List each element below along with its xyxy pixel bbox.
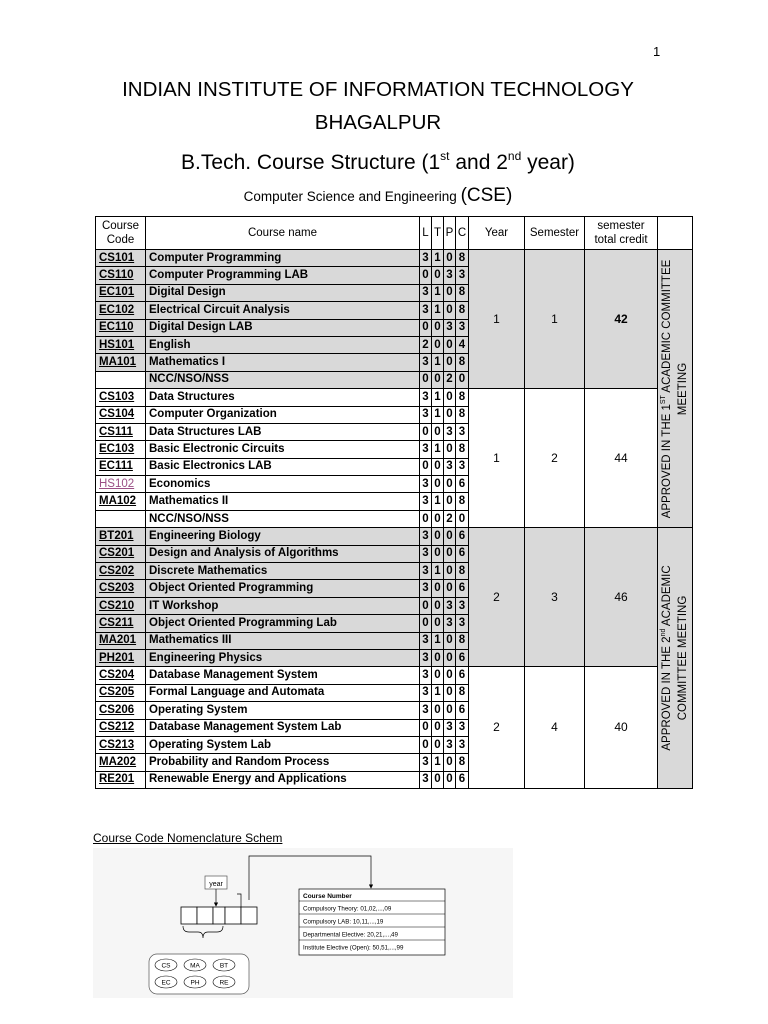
- course-code: MA202: [96, 754, 146, 771]
- header-semester: Semester: [525, 217, 585, 250]
- practical-hours: 0: [444, 580, 456, 597]
- course-name: Computer Programming: [146, 250, 420, 267]
- course-name: Operating System: [146, 702, 420, 719]
- course-name: Mathematics III: [146, 632, 420, 649]
- practical-hours: 0: [444, 771, 456, 788]
- lecture-hours: 3: [420, 389, 432, 406]
- total-credit-cell: 46: [585, 528, 658, 667]
- course-code: MA102: [96, 493, 146, 510]
- tutorial-hours: 0: [432, 476, 444, 493]
- course-name: IT Workshop: [146, 597, 420, 614]
- course-name: Economics: [146, 476, 420, 493]
- tutorial-hours: 1: [432, 250, 444, 267]
- practical-hours: 0: [444, 632, 456, 649]
- tutorial-hours: 1: [432, 754, 444, 771]
- course-number-table: [299, 889, 445, 955]
- lecture-hours: 3: [420, 284, 432, 301]
- lecture-hours: 0: [420, 597, 432, 614]
- practical-hours: 3: [444, 736, 456, 753]
- lecture-hours: 0: [420, 615, 432, 632]
- lecture-hours: 3: [420, 649, 432, 666]
- course-name: Object Oriented Programming Lab: [146, 615, 420, 632]
- total-credit-cell: 44: [585, 389, 658, 528]
- lecture-hours: 0: [420, 319, 432, 336]
- credits: 8: [456, 389, 469, 406]
- course-code: CS204: [96, 667, 146, 684]
- course-name: Probability and Random Process: [146, 754, 420, 771]
- credits: 3: [456, 615, 469, 632]
- tutorial-hours: 0: [432, 510, 444, 527]
- course-code: EC102: [96, 302, 146, 319]
- credits: 6: [456, 476, 469, 493]
- tutorial-hours: 0: [432, 371, 444, 388]
- header-t: T: [432, 217, 444, 250]
- course-name: NCC/NSO/NSS: [146, 371, 420, 388]
- lecture-hours: 0: [420, 458, 432, 475]
- table-row: [96, 667, 693, 684]
- lecture-hours: 3: [420, 632, 432, 649]
- nomenclature-diagram: [93, 848, 513, 998]
- lecture-hours: 3: [420, 580, 432, 597]
- prefix-ma: MA: [190, 962, 200, 970]
- tutorial-hours: 0: [432, 597, 444, 614]
- course-code: CS101: [96, 250, 146, 267]
- course-code: EC103: [96, 441, 146, 458]
- tutorial-hours: 0: [432, 702, 444, 719]
- prefix-re: RE: [219, 979, 229, 987]
- course-code: PH201: [96, 649, 146, 666]
- tutorial-hours: 0: [432, 580, 444, 597]
- tutorial-hours: 1: [432, 406, 444, 423]
- lecture-hours: 3: [420, 406, 432, 423]
- lecture-hours: 3: [420, 441, 432, 458]
- practical-hours: 0: [444, 702, 456, 719]
- lecture-hours: 3: [420, 250, 432, 267]
- credits: 8: [456, 250, 469, 267]
- credits: 8: [456, 563, 469, 580]
- tutorial-hours: 0: [432, 458, 444, 475]
- course-name: Digital Design LAB: [146, 319, 420, 336]
- tutorial-hours: 0: [432, 319, 444, 336]
- course-number-row-4: Institute Elective (Open): 50,51,...,99: [303, 944, 404, 952]
- year-cell: 2: [469, 667, 525, 789]
- lecture-hours: 3: [420, 702, 432, 719]
- header-c: C: [456, 217, 469, 250]
- course-name: Engineering Physics: [146, 649, 420, 666]
- practical-hours: 3: [444, 319, 456, 336]
- practical-hours: 2: [444, 510, 456, 527]
- course-name: Digital Design: [146, 284, 420, 301]
- code-box-4: [225, 907, 241, 924]
- practical-hours: 0: [444, 284, 456, 301]
- tutorial-hours: 1: [432, 563, 444, 580]
- course-name: Computer Organization: [146, 406, 420, 423]
- year-cell: 1: [469, 250, 525, 389]
- course-code: EC111: [96, 458, 146, 475]
- table-body: [96, 250, 693, 789]
- branch-title: Computer Science and Engineering (CSE): [243, 185, 513, 206]
- practical-hours: 0: [444, 441, 456, 458]
- lecture-hours: 3: [420, 302, 432, 319]
- course-name: Computer Programming LAB: [146, 267, 420, 284]
- lecture-hours: 0: [420, 719, 432, 736]
- credits: 4: [456, 336, 469, 353]
- lecture-hours: 3: [420, 771, 432, 788]
- course-name: Engineering Biology: [146, 528, 420, 545]
- prefix-group: [149, 954, 249, 994]
- course-number-row-1: Compulsory Theory: 01,02,...,09: [303, 905, 392, 913]
- prefix-cs: CS: [161, 962, 171, 970]
- lecture-hours: 2: [420, 336, 432, 353]
- course-code: [96, 371, 146, 388]
- credits: 3: [456, 719, 469, 736]
- lecture-hours: 3: [420, 754, 432, 771]
- credits: 3: [456, 319, 469, 336]
- practical-hours: 0: [444, 754, 456, 771]
- lecture-hours: 3: [420, 354, 432, 371]
- tutorial-hours: 0: [432, 336, 444, 353]
- practical-hours: 0: [444, 476, 456, 493]
- practical-hours: 0: [444, 684, 456, 701]
- practical-hours: 3: [444, 458, 456, 475]
- practical-hours: 0: [444, 649, 456, 666]
- course-name: Object Oriented Programming: [146, 580, 420, 597]
- course-code: CS210: [96, 597, 146, 614]
- tutorial-hours: 0: [432, 649, 444, 666]
- lecture-hours: 3: [420, 684, 432, 701]
- practical-hours: 0: [444, 354, 456, 371]
- year-cell: 2: [469, 528, 525, 667]
- credits: 3: [456, 736, 469, 753]
- course-name: Mathematics II: [146, 493, 420, 510]
- course-name: Data Structures LAB: [146, 423, 420, 440]
- practical-hours: 0: [444, 563, 456, 580]
- semester-cell: 3: [525, 528, 585, 667]
- credits: 8: [456, 493, 469, 510]
- table-row: [96, 389, 693, 406]
- course-code: HS101: [96, 336, 146, 353]
- course-code: CS206: [96, 702, 146, 719]
- credits: 6: [456, 771, 469, 788]
- lecture-hours: 0: [420, 267, 432, 284]
- header-l: L: [420, 217, 432, 250]
- practical-hours: 2: [444, 371, 456, 388]
- total-credit-cell: 40: [585, 667, 658, 789]
- page-number: 1: [653, 44, 661, 59]
- course-code: MA201: [96, 632, 146, 649]
- tutorial-hours: 0: [432, 719, 444, 736]
- tutorial-hours: 1: [432, 441, 444, 458]
- course-code-link[interactable]: HS102: [96, 476, 146, 493]
- practical-hours: 0: [444, 667, 456, 684]
- credits: 6: [456, 545, 469, 562]
- tutorial-hours: 1: [432, 302, 444, 319]
- table-row: [96, 250, 693, 267]
- tutorial-hours: 0: [432, 736, 444, 753]
- credits: 8: [456, 302, 469, 319]
- course-number-row-2: Compulsory LAB: 10,11,...,19: [303, 918, 384, 926]
- code-box-5: [241, 907, 257, 924]
- course-name: Data Structures: [146, 389, 420, 406]
- practical-hours: 0: [444, 389, 456, 406]
- course-code: CS211: [96, 615, 146, 632]
- institute-name-line2: BHAGALPUR: [314, 111, 442, 134]
- approval-text: APPROVED IN THE 1ST ACADEMIC COMMITTEE MEETING: [660, 259, 689, 518]
- tutorial-hours: 0: [432, 771, 444, 788]
- practical-hours: 3: [444, 615, 456, 632]
- course-structure-table: [95, 216, 693, 789]
- course-code: CS203: [96, 580, 146, 597]
- semester-cell: 1: [525, 250, 585, 389]
- practical-hours: 0: [444, 545, 456, 562]
- course-name: Operating System Lab: [146, 736, 420, 753]
- course-code: BT201: [96, 528, 146, 545]
- credits: 3: [456, 597, 469, 614]
- tutorial-hours: 1: [432, 493, 444, 510]
- tutorial-hours: 1: [432, 632, 444, 649]
- lecture-hours: 0: [420, 423, 432, 440]
- course-name: Database Management System Lab: [146, 719, 420, 736]
- credits: 8: [456, 406, 469, 423]
- tutorial-hours: 1: [432, 684, 444, 701]
- code-box-3: [213, 907, 225, 924]
- credits: 6: [456, 702, 469, 719]
- credits: 0: [456, 510, 469, 527]
- code-box-2: [197, 907, 213, 924]
- course-name: Basic Electronic Circuits: [146, 441, 420, 458]
- credits: 6: [456, 667, 469, 684]
- institute-name-line1: INDIAN INSTITUTE OF INFORMATION TECHNOLOGY: [122, 78, 634, 101]
- header-total-credit: semester total credit: [585, 217, 658, 250]
- course-name: English: [146, 336, 420, 353]
- course-name: Electrical Circuit Analysis: [146, 302, 420, 319]
- practical-hours: 3: [444, 719, 456, 736]
- course-code: CS213: [96, 736, 146, 753]
- code-box-1: [181, 907, 197, 924]
- prefix-ec: EC: [161, 979, 171, 987]
- tutorial-hours: 1: [432, 354, 444, 371]
- credits: 3: [456, 458, 469, 475]
- course-structure-title: B.Tech. Course Structure (1st and 2nd year): [181, 149, 575, 174]
- practical-hours: 0: [444, 250, 456, 267]
- year-label: year: [209, 881, 223, 888]
- course-code: EC110: [96, 319, 146, 336]
- course-code: RE201: [96, 771, 146, 788]
- course-name: Database Management System: [146, 667, 420, 684]
- course-code: [96, 510, 146, 527]
- lecture-hours: 3: [420, 528, 432, 545]
- prefix-bt: BT: [219, 962, 229, 970]
- course-name: NCC/NSO/NSS: [146, 510, 420, 527]
- prefix-ph: PH: [190, 979, 200, 987]
- course-name: Formal Language and Automata: [146, 684, 420, 701]
- course-code: CS111: [96, 423, 146, 440]
- credits: 3: [456, 423, 469, 440]
- course-name: Basic Electronics LAB: [146, 458, 420, 475]
- tutorial-hours: 0: [432, 423, 444, 440]
- tutorial-hours: 0: [432, 615, 444, 632]
- course-code: EC101: [96, 284, 146, 301]
- credits: 8: [456, 284, 469, 301]
- course-code: CS103: [96, 389, 146, 406]
- lecture-hours: 0: [420, 371, 432, 388]
- credits: 8: [456, 354, 469, 371]
- practical-hours: 0: [444, 493, 456, 510]
- practical-hours: 0: [444, 406, 456, 423]
- course-code: MA101: [96, 354, 146, 371]
- course-code: CS205: [96, 684, 146, 701]
- credits: 8: [456, 754, 469, 771]
- header-course-name: Course name: [146, 217, 420, 250]
- course-number-row-3: Departmental Elective: 20,21,...,49: [303, 931, 398, 939]
- approval-note-second-meeting: [658, 528, 693, 789]
- lecture-hours: 0: [420, 510, 432, 527]
- practical-hours: 3: [444, 267, 456, 284]
- tutorial-hours: 0: [432, 545, 444, 562]
- course-code: CS104: [96, 406, 146, 423]
- credits: 6: [456, 580, 469, 597]
- lecture-hours: 3: [420, 667, 432, 684]
- credits: 8: [456, 441, 469, 458]
- nomenclature-title: Course Code Nomenclature Schem: [93, 831, 283, 845]
- year-cell: 1: [469, 389, 525, 528]
- credits: 0: [456, 371, 469, 388]
- tutorial-hours: 1: [432, 284, 444, 301]
- semester-cell: 2: [525, 389, 585, 528]
- table-row: [96, 528, 693, 545]
- course-code: CS201: [96, 545, 146, 562]
- lecture-hours: 3: [420, 545, 432, 562]
- practical-hours: 3: [444, 597, 456, 614]
- practical-hours: 0: [444, 528, 456, 545]
- semester-cell: 4: [525, 667, 585, 789]
- total-credit-cell: 42: [585, 250, 658, 389]
- tutorial-hours: 0: [432, 667, 444, 684]
- tutorial-hours: 0: [432, 267, 444, 284]
- course-number-title: Course Number: [303, 893, 352, 900]
- course-name: Discrete Mathematics: [146, 563, 420, 580]
- tutorial-hours: 1: [432, 389, 444, 406]
- credits: 8: [456, 632, 469, 649]
- header-approval: [658, 217, 693, 250]
- header-year: Year: [469, 217, 525, 250]
- credits: 6: [456, 528, 469, 545]
- credits: 6: [456, 649, 469, 666]
- lecture-hours: 3: [420, 563, 432, 580]
- header-course-code: Course Code: [96, 217, 146, 250]
- credits: 3: [456, 267, 469, 284]
- practical-hours: 3: [444, 423, 456, 440]
- practical-hours: 0: [444, 302, 456, 319]
- credits: 8: [456, 684, 469, 701]
- course-code: CS202: [96, 563, 146, 580]
- course-code: CS212: [96, 719, 146, 736]
- course-code: CS110: [96, 267, 146, 284]
- header-p: P: [444, 217, 456, 250]
- approval-text: APPROVED IN THE 2nd ACADEMIC COMMITTEE MEETING: [660, 565, 689, 751]
- lecture-hours: 0: [420, 736, 432, 753]
- approval-note-first-meeting: [658, 250, 693, 528]
- practical-hours: 0: [444, 336, 456, 353]
- course-name: Design and Analysis of Algorithms: [146, 545, 420, 562]
- lecture-hours: 3: [420, 476, 432, 493]
- lecture-hours: 3: [420, 493, 432, 510]
- table-header-row: [96, 217, 693, 250]
- tutorial-hours: 0: [432, 528, 444, 545]
- course-name: Mathematics I: [146, 354, 420, 371]
- course-name: Renewable Energy and Applications: [146, 771, 420, 788]
